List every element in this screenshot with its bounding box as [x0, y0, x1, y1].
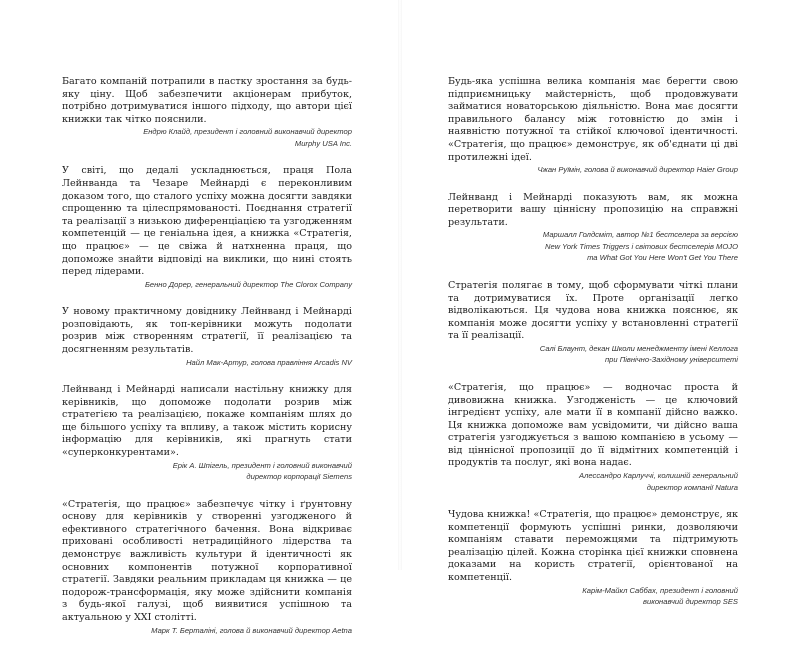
endorsement-quote: Лейнванд і Мейнарді написали настільну книжку для керівників, що допоможе подолати розрив між стратегією та реалізацією, покаже компаніям шлях до ще більшого успіху та впливу, а також містить корисну інформацію для керівників, які прагнуть стати «суперконкурентами».: [62, 384, 352, 459]
endorsement-quote: У світі, що дедалі ускладнюється, праця Пола Лейнванда та Чезаре Мейнарді є переконливим доказом того, що сталого успіху можна досягти завдяки спрощенню та цілеспрямованості. Поєднання стратегії та реалізації з низькою диференціацією та узгодженням компетенцій — це геніальна ідея, а книжка «Стратегія, що працює» — це свіжа й натхненна праця, що допоможе знайти відповіді на виклики, що нині стоять перед лідерами.: [62, 165, 352, 278]
endorsement: [448, 509, 738, 608]
endorsement-credits: та What Got You Here Won't Get You There: [587, 253, 738, 263]
endorsement: [448, 280, 738, 366]
endorsement-company: директор корпорації Siemens: [246, 472, 352, 482]
endorsement-author: Карім-Майкл Саббах, президент і головний: [582, 585, 738, 595]
endorsement-quote: «Стратегія, що працює» забезпечує чітку і ґрунтовну основу для керівників у створенні узгодженого й ефективного стратегічного бачення. Вона відкриває приховані особливості нетрадиційного лідерства та демонструє важливість культури й ідентичності як основних компонентів потужної корпоративної стратегії. Завдяки реальним прикладам ця книжка — це подорож-трансформація, яку може здійснити компанія з будь-якої галузі, щоб виявитися успішною та актуальною у XXI столітті.: [62, 498, 352, 623]
endorsement-quote: Лейнванд і Мейнарді показують вам, як можна перетворити вашу ціннісну пропозицію на справжні результати.: [448, 191, 738, 228]
endorsement-quote: У новому практичному довіднику Лейнванд і Мейнарді розповідають, як топ-керівники можуть подолати розрив між створенням стратегії, її реалізацією та досягненням результатів.: [62, 306, 352, 355]
endorsement-company: при Північно-Західному університеті: [604, 355, 738, 365]
endorsement: [62, 306, 352, 368]
endorsement: [62, 165, 352, 290]
endorsement-company: виконавчий директор SES: [643, 597, 738, 607]
endorsement-author: Маршалл Голдсміт, автор №1 бестселера за версією: [542, 230, 738, 240]
endorsement-author: Ендрю Клайд, президент і головний виконавчий директор: [143, 127, 352, 137]
endorsement-quote: «Стратегія, що працює» — водночас проста й дивовижна книжка. Узгодженість — це ключовий інгредієнт успіху, але мати її в компанії дійсно важко. Ця книжка допоможе вам усвідомити, чи дійсно ваша стратегія узгоджується з вашою компанією в усьому — від ціннісної пропозиції до її відмітних компетенцій і продуктів та послуг, які вона надає.: [448, 381, 738, 469]
endorsement-author: Салі Блаунт, декан Школи менеджменту імені Келлога: [539, 343, 738, 353]
endorsement-author: Марк Т. Берталіні, голова й виконавчий директор Aetna: [151, 625, 352, 635]
endorsement-author: Чжан Руїмін, голова й виконавчий директор Haier Group: [537, 165, 738, 175]
endorsement: [448, 76, 738, 176]
endorsement: [62, 76, 352, 149]
endorsement-author: Найл Мак-Артур, голова правління Arcadis NV: [186, 357, 352, 367]
endorsement-company: директор компанії Natura: [646, 482, 738, 492]
endorsement-credits: New York Times Triggers і світових бестселерів MOJO: [544, 241, 738, 251]
endorsement-author: Ерік А. Шпігель, президент і головний виконавчий: [172, 460, 352, 470]
right-page: [400, 0, 800, 607]
endorsement: [448, 192, 738, 264]
endorsement: [62, 499, 352, 636]
endorsement-author: Алессандро Карлуччі, колишній генеральний: [579, 471, 738, 481]
endorsement-company: Murphy USA Inc.: [294, 138, 352, 148]
endorsement-author: Бенно Дорер, генеральний директор The Clorox Company: [144, 279, 352, 289]
endorsement: [62, 384, 352, 483]
left-page: [0, 0, 400, 635]
endorsement-quote: Будь-яка успішна велика компанія має берегти свою підприємницьку майстерність, щоб продовжувати займатися новаторською діяльністю. Вона має досягти правильного балансу між готовністю до змін і наявністю потужної та стійкої ключової ідентичності. «Стратегія, що працює» демонструє, як об'єднати ці дві протилежні ідеї.: [448, 76, 738, 163]
right-column: [448, 76, 738, 624]
endorsement-quote: Чудова книжка! «Стратегія, що працює» демонструє, як компетенції формують успішні ринки, дозволяючи компаніям ставати переможцями та підтримують реалізацію цілей. Кожна сторінка цієї книжки сповнена доказами на користь стратегії, орієнтованої на компетенції.: [448, 509, 738, 584]
endorsement-quote: Багато компаній потрапили в пастку зростання за будь-яку ціну. Щоб забезпечити акціонерам прибуток, потрібно дотримуватися іншого підходу, що автори цієї книжки так чітко пояснили.: [62, 76, 352, 125]
endorsement-quote: Стратегія полягає в тому, щоб сформувати чіткі плани та дотримуватися їх. Проте організації легко відволікаються. Ця чудова нова книжка пояснює, як компанія може досягти успіху у встановленні стратегії та її реалізації.: [448, 279, 738, 342]
endorsement: [448, 382, 738, 493]
left-column: [62, 76, 352, 652]
